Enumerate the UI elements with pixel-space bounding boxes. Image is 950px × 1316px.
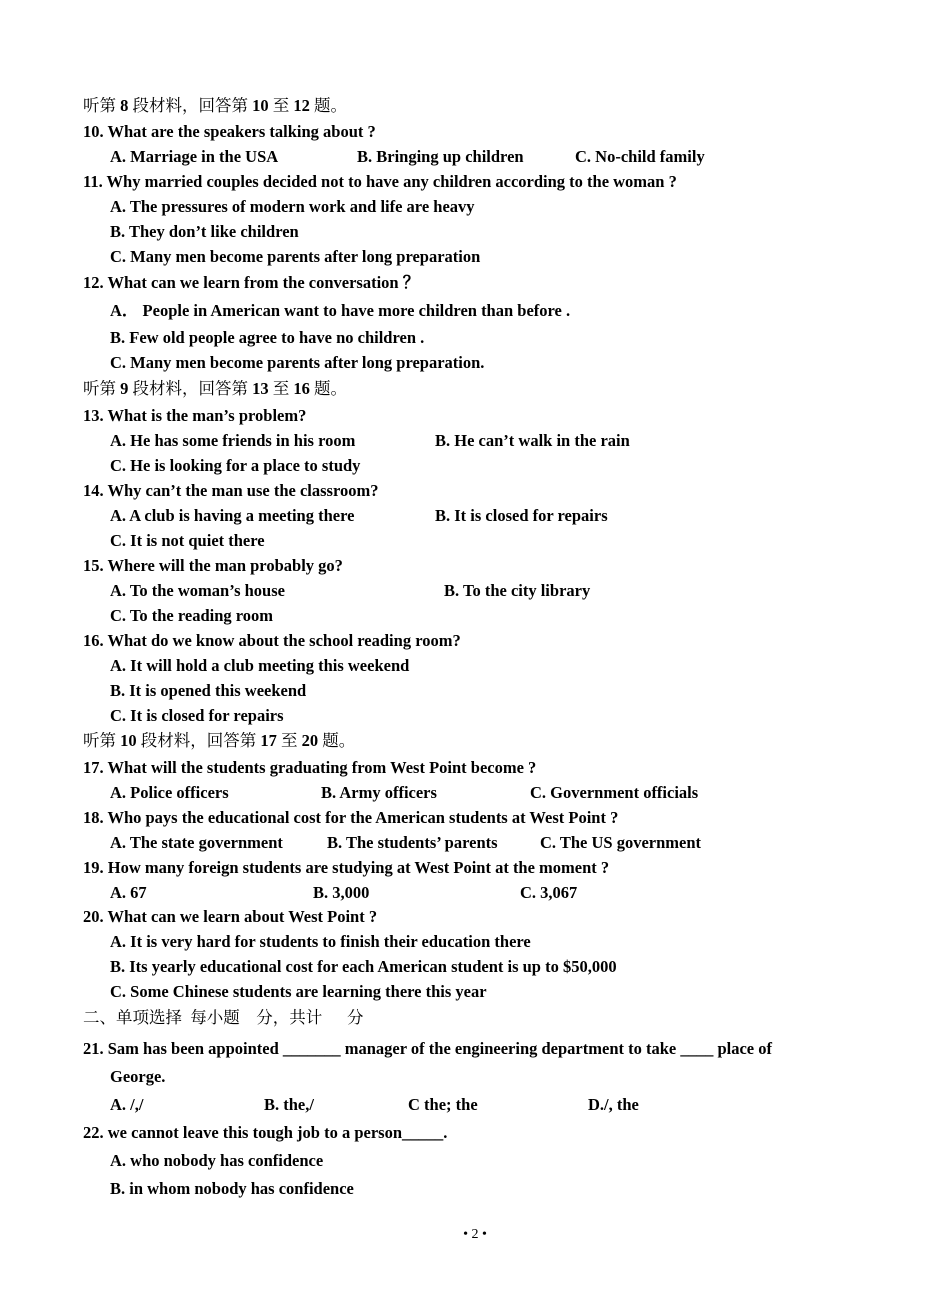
question-12: 12. What can we learn from the conversation ？ (83, 273, 420, 292)
option-a: A. Marriage in the USA (110, 147, 279, 166)
option-a: A. The state government (110, 833, 283, 852)
option-b: B. The students’ parents (327, 833, 498, 852)
question-20: 20. What can we learn about West Point ? (83, 907, 378, 926)
option-b: B. He can’t walk in the rain (435, 431, 630, 450)
option-b: B. Bringing up children (357, 147, 524, 166)
option-c: C. To the reading room (110, 606, 274, 625)
option-b: B. It is closed for repairs (435, 506, 608, 525)
question-19: 19. How many foreign students are studying at West Point at the moment ? (83, 858, 610, 877)
option-a: A. 67 (110, 883, 147, 902)
option-c: C. Many men become parents after long preparation. (110, 353, 485, 372)
option-a: A. Police officers (110, 783, 229, 802)
option-a: A. It is very hard for students to finish their education there (110, 932, 531, 951)
option-b: B. Its yearly educational cost for each American student is up to $50,000 (110, 957, 617, 976)
option-c: C. It is closed for repairs (110, 706, 284, 725)
option-b: B. It is opened this weekend (110, 681, 307, 700)
question-17: 17. What will the students graduating from West Point become ? (83, 758, 537, 777)
question-22: 22. we cannot leave this tough job to a person_____. (83, 1123, 448, 1142)
option-b: B. Few old people agree to have no children . (110, 328, 425, 347)
option-b: B. Army officers (321, 783, 437, 802)
question-18: 18. Who pays the educational cost for the American students at West Point ? (83, 808, 619, 827)
option-c: C. Government officials (530, 783, 699, 802)
option-a: A. It will hold a club meeting this weekend (110, 656, 410, 675)
question-21-continued: George. (110, 1067, 166, 1086)
option-c: C. Many men become parents after long preparation (110, 247, 481, 266)
section-8-heading: 听第 8 段材料，回答第 10 至 12 题。 (83, 96, 347, 115)
option-b: B. the,/ (264, 1095, 314, 1114)
option-d: D./, the (588, 1095, 639, 1114)
part-2-heading: 二、单项选择 每小题 分，共计 分 (83, 1008, 364, 1027)
question-14: 14. Why can’t the man use the classroom? (83, 481, 379, 500)
question-13: 13. What is the man’s problem? (83, 406, 307, 425)
page-number: • 2 • (463, 1227, 487, 1242)
option-a: A. A club is having a meeting there (110, 506, 355, 525)
option-a: A. who nobody has confidence (110, 1151, 324, 1170)
option-c: C. The US government (540, 833, 702, 852)
option-a: A. He has some friends in his room (110, 431, 356, 450)
option-c: C. Some Chinese students are learning there this year (110, 982, 487, 1001)
section-9-heading: 听第 9 段材料，回答第 13 至 16 题。 (83, 379, 347, 398)
option-c: C the; the (408, 1095, 478, 1114)
option-c: C. 3,067 (520, 883, 578, 902)
question-10: 10. What are the speakers talking about ? (83, 122, 376, 141)
option-c: C. It is not quiet there (110, 531, 265, 550)
question-15: 15. Where will the man probably go? (83, 556, 343, 575)
option-a: A. To the woman’s house (110, 581, 285, 600)
option-b: B. in whom nobody has confidence (110, 1179, 354, 1198)
option-c: C. No-child family (575, 147, 705, 166)
option-b: B. They don’t like children (110, 222, 299, 241)
question-16: 16. What do we know about the school reading room? (83, 631, 461, 650)
option-c: C. He is looking for a place to study (110, 456, 361, 475)
option-a: A. The pressures of modern work and life are heavy (110, 197, 475, 216)
question-11: 11. Why married couples decided not to have any children according to the woman ? (83, 172, 677, 191)
option-a: A． People in American want to have more children than before . (110, 301, 571, 320)
option-b: B. 3,000 (313, 883, 370, 902)
section-10-heading: 听第 10 段材料，回答第 17 至 20 题。 (83, 731, 356, 750)
option-b: B. To the city library (444, 581, 591, 600)
question-21: 21. Sam has been appointed _______ manager of the engineering department to take ____ place of (83, 1039, 773, 1058)
option-a: A. /,/ (110, 1095, 144, 1114)
